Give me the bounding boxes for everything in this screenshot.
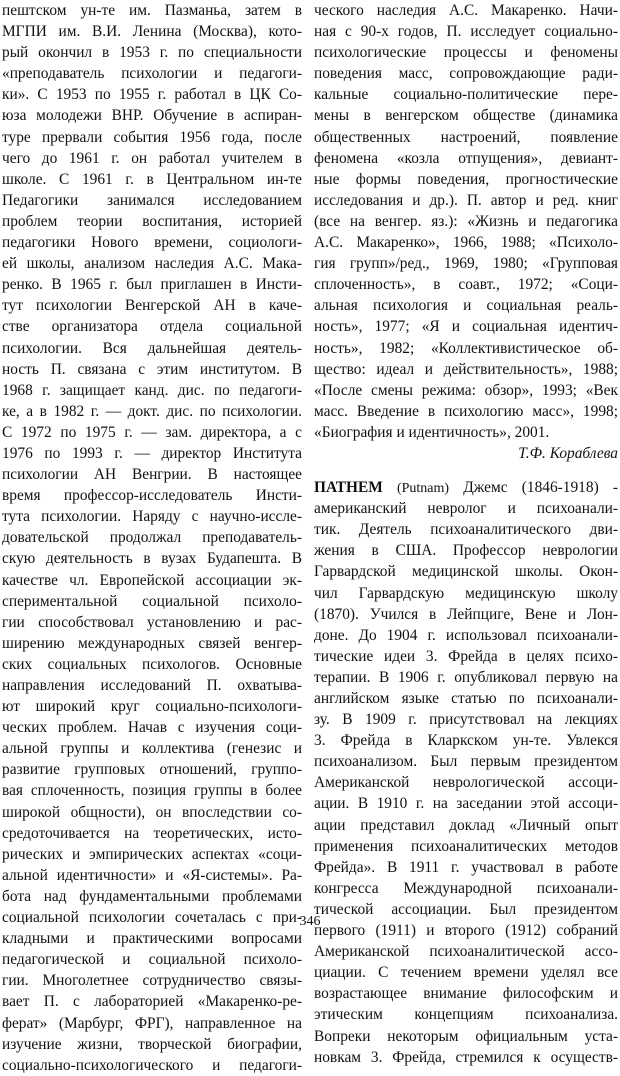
entry-body-text [314,498,618,1068]
text-line: психологии АН Венгрии. В настоящее [2,466,302,484]
text-line: конгресса Международной психоанали- [314,879,618,897]
text-line: щество: идеал и действительность», 1988; [314,360,618,378]
text-line: тута психологии. Наряду с научно-иссле- [2,508,302,526]
text-line: ских социальных психологов. Основные [2,655,302,673]
text-line: ренко. В 1965 г. был приглашен в Инсти- [2,276,302,294]
text-line: туре прервали события 1956 года, после [2,128,302,146]
text-line: ей школы, анализом наследия А.С. Мака- [2,255,302,273]
text-line: Педагогики занимался исследованием [2,191,302,209]
text-line: ность П. связана с этим институтом. В [2,360,302,378]
text-line: 1968 г. защищает канд. дис. по педагоги- [2,381,302,399]
text-line: ют широкий круг социально-психологи- [2,698,302,716]
text-line: вает П. с лабораторией «Макаренко-ре- [2,993,302,1011]
text-line: рических и эмпирических аспектах «соци- [2,845,302,863]
text-line: «преподаватель психологии и педагоги- [2,65,302,83]
text-line: психологии. Вся дальнейшая деятель- [2,339,302,357]
text-line: пештском ун-те им. Пазманьа, затем в [2,2,302,19]
page-number: 346 [299,914,321,929]
text-line: исследования и др.). П. автор и ред. книг [314,191,618,209]
text-line: Вопреки некоторым официальным уста- [314,1027,618,1045]
text-line: качестве чл. Европейской ассоциации эк- [2,571,302,589]
text-line: новкам 3. Фрейда, стремился к осуществ- [314,1048,618,1066]
text-line: альной идентичности» и «Я-системы». Ра- [2,866,302,884]
text-line: Американской психоаналитической ассо- [314,943,618,961]
text-line: этическим концепциям психоанализа. [314,1006,618,1024]
text-line: рый окончил в 1953 г. по специальности [2,44,302,62]
text-line: «Биография и идентичность», 2001. [314,423,550,441]
text-line: социальной психологии сочеталась с при- [2,909,302,927]
text-line: МГПИ им. В.И. Ленина (Москва), кото- [2,23,302,41]
text-line: применения психоаналитических методов [314,837,618,855]
text-line: 3. Фрейда в Кларкском ун-те. Увлекся [314,732,618,750]
text-line: ке, а в 1982 г. — докт. дис. по психологии. [2,402,302,420]
text-line: Гарвардской медицинской школы. Окон- [314,563,618,581]
text-line: педагогической и социальной психоло- [2,951,302,969]
entry-latin-name: (Putnam) [396,481,450,497]
text-line: Американской неврологической ассоци- [314,774,618,792]
text-line: ации. В 1910 г. на заседании этой ассоци- [314,795,618,813]
text-line: спериментальной социальной психоло- [2,592,302,610]
text-line: школе. С 1961 г. в Центральном ин-те [2,170,302,188]
text-line: тик. Деятель психоаналитического дви- [314,521,618,539]
continued-article-text [314,0,618,443]
text-line: английском языке статью по психоанали- [314,690,618,707]
text-line: педагогики Нового времени, социологи- [2,234,302,252]
text-line: ная с 90-х годов, П. исследует социально- [314,23,618,41]
text-line: вая сплоченность, позиция группы в более [2,782,302,800]
text-line: циации. С течением времени уделял все [314,964,618,982]
text-line: альной группы и коллектива (генезис и [2,740,302,758]
text-line: чил Гарвардскую медицинскую школу [314,584,618,602]
text-line: (1870). Учился в Лейпциге, Вене и Лон- [314,605,618,623]
text-line: чего до 1961 г. он работал учителем в [2,149,302,167]
entry-first-line [314,477,618,498]
text-line: ческого наследия А.С. Макаренко. Начи- [314,2,618,19]
text-line: гии. Многолетнее сотрудничество связы- [2,972,302,990]
text-line: направления исследований П. охватыва- [2,677,302,694]
text-line: стве организатора отдела социальной [2,318,302,336]
text-line: тической ассоциации. Был президентом [314,900,618,918]
author-signature: Т.Ф. Кораблева [518,444,618,462]
text-line: жения в США. Профессор неврологии [314,542,618,560]
text-line: Фрейда». В 1911 г. участвовал в работе [314,858,618,876]
text-line: феномена «козла отпущения», девиант- [314,149,618,167]
entry-first-line-rest: Джемс (1846-1918) - [463,479,618,497]
text-line: скую деятельность в вузах Будапешта. В [2,550,302,568]
text-line: гия групп»/ред., 1969, 1980; «Групповая [314,255,618,273]
text-line: американский невролог и психоанали- [314,500,618,518]
text-line: тические идеи 3. Фрейда в целях психо- [314,647,618,665]
text-line: тут психологии Венгерской АН в каче- [2,297,302,315]
text-line: ки». С 1953 по 1955 г. работал в ЦК Со- [2,86,302,104]
text-line: 1976 по 1993 г. — директор Института [2,444,302,462]
text-line: ность», 1977; «Я и социальная идентич- [314,318,618,336]
text-line: кальные социально-политические пере- [314,86,618,104]
text-line: мены в венгерском обществе (динамика [314,107,618,125]
text-line: общественных настроений, появление [314,128,618,146]
text-line: изучение жизни, творческой биографии, [2,1035,302,1053]
right-column [314,0,618,1068]
text-line: бота над фундаментальными проблемами [2,887,302,905]
text-line: довательской продолжал преподаватель- [2,529,302,547]
text-line: поведения масс, сопровождающие ради- [314,65,618,83]
text-line: масс. Введение в психологию масс», 1998; [314,402,618,420]
text-line: средоточивается на теоретических, исто- [2,824,302,842]
text-line: альная психология и социальная реаль- [314,297,618,315]
text-line: ширению международных связей венгер- [2,634,302,652]
text-line: психоанализом. Был первым президентом [314,753,618,771]
text-line: кладными и практическими вопросами [2,930,302,948]
text-line: развитие групповых отношений, группо- [2,761,302,779]
entry-headword: ПАТНЕМ [314,479,383,497]
text-line: ферат» (Марбург, ФРГ), направленное на [2,1014,302,1032]
text-line: «После смены режима: обзор», 1993; «Век [314,381,618,399]
text-line: (все на венгер. яз.): «Жизнь и педагогика [314,212,618,230]
text-line: первого (1911) и второго (1912) собраний [314,922,618,940]
text-line: терапии. В 1906 г. опубликовал первую на [314,668,618,686]
text-line: ческих проблем. Начав с изучения соци- [2,719,302,737]
text-line: юза молодежи ВНР. Обучение в аспиран- [2,107,302,125]
text-line: психологические процессы и феномены [314,44,618,62]
text-line: широкой общности), он впоследствии со- [2,803,302,821]
text-line: гии способствовал установлению и рас- [2,613,302,631]
text-line: зу. В 1909 г. присутствовал на лекциях [314,711,618,729]
text-line: проблем теории воспитания, историей [2,212,302,230]
entry-gap [314,464,618,477]
text-line: доне. До 1904 г. использовал психоанали- [314,626,618,644]
text-line: ные формы поведения, прогностические [314,170,618,188]
text-line: ность», 1982; «Коллективистическое об- [314,339,618,357]
text-line: социально-психологического и педагоги- [2,1056,302,1074]
text-line: возрастающее внимание философским и [314,985,618,1003]
text-line: время профессор-исследователь Инсти- [2,487,302,505]
text-line: сплоченность», в соавт., 1972; «Соци- [314,276,618,294]
text-line: А.С. Макаренко», 1966, 1988; «Психоло- [314,234,618,252]
text-line: С 1972 по 1975 г. — зам. директора, а с [2,423,302,441]
text-line: ации представил доклад «Личный опыт [314,816,618,834]
